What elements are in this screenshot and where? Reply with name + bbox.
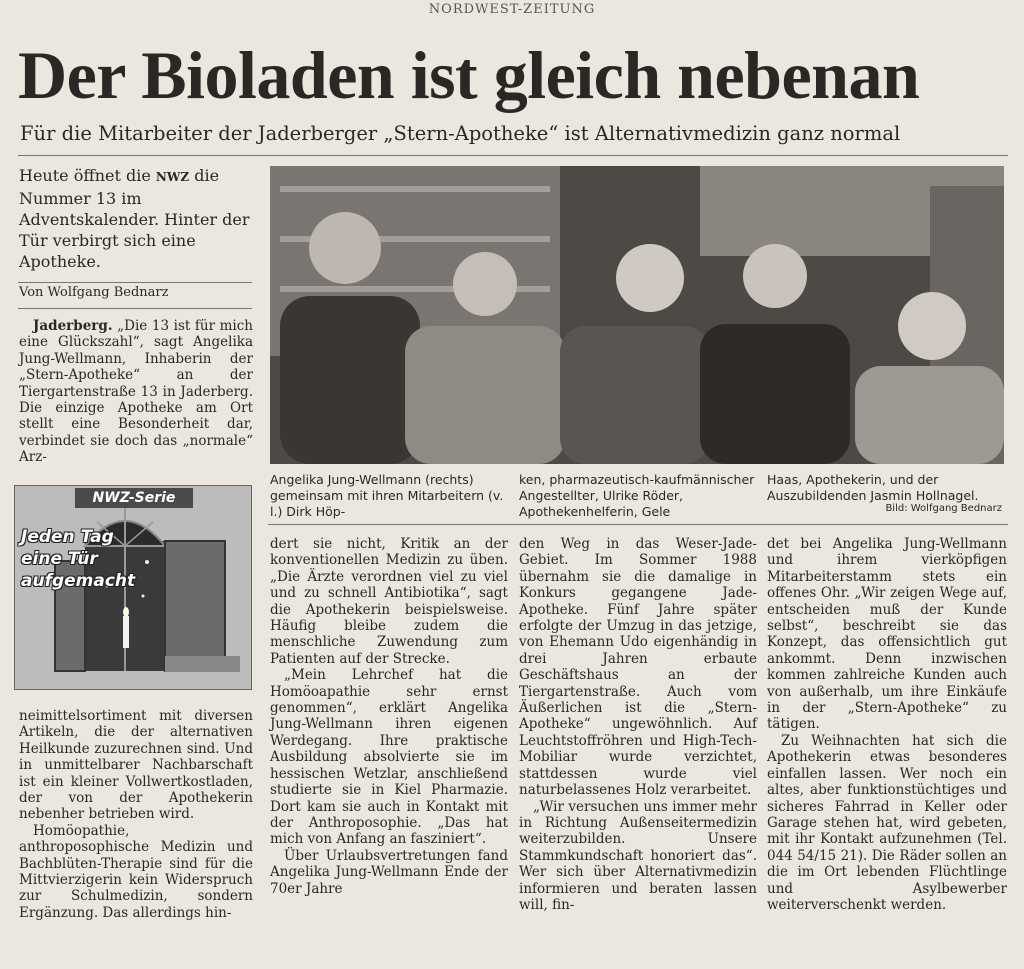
col4-para-2: Zu Weihnachten hat sich die Apothekerin etwas besonderes einfallen lassen. Wer noch ein altes, aber funktionstüchtiges und sicheres Fahrrad in Keller oder Garage stehen hat, wird gebeten, mit ihr Kontakt aufzunehmen (Tel. 044 54/15 21). Die Räder sollen an die im Ort lebenden Flüchtlinge und Asylbewerber weiterverschenkt werden.: [767, 732, 1007, 913]
headline: Der Bioladen ist gleich nebenan: [18, 37, 920, 113]
intro-text-rest: die Nummer 13 im Adventskalender. Hinter der Tür verbirgt sich eine Apotheke.: [19, 166, 250, 271]
article-column-1-continued: [19, 708, 253, 921]
divider-caption: [268, 524, 1008, 525]
col2-para-1: dert sie nicht, Kritik an der konventionellen Medizin zu üben. „Die Ärzte verordnen viel zu viel und zu schnell Antibiotika“, sagt die Apothekerin beispielsweise. Häufig bleibe zudem die menschliche Zuwendung zum Patienten auf der Strecke.: [270, 536, 508, 667]
photo-credit: Bild: Wolfgang Bednarz: [885, 503, 1002, 514]
nwz-brand: NWZ: [155, 170, 190, 184]
col3-para-2: „Wir versuchen uns immer mehr in Richtung Außenseitermedizin weiterzubilden. Unsere Stammkundschaft honoriert das“. Wer sich über Alternativmedizin informieren und beraten lassen will, fin-: [519, 798, 757, 913]
col1b-para-1: neimittelsortiment mit diversen Artikeln, die der alternativen Heilkunde zuzurechnen sind. Und in unmittelbarer Nachbarschaft ist ein kleiner Vollwertkostladen, der von der Apothekerin nebenher betrieben wird.: [19, 708, 253, 823]
series-title-line-3: aufgemacht: [21, 571, 136, 591]
dateline: Jaderberg.: [33, 318, 113, 334]
article-column-3: [519, 536, 757, 913]
col2-para-3: Über Urlaubsvertretungen fand Angelika Jung-Wellmann Ende der 70er Jahre: [270, 847, 508, 897]
photo-caption-3: Haas, Apothekerin, und der Auszubildenden Jasmin Hollnagel.: [767, 472, 979, 503]
divider-top: [18, 155, 1008, 156]
col1b-para-2: Homöopathie, anthroposophische Medizin und Bachblüten-Therapie sind für die Mittvierzigerin kein Widerspruch zur Schulmedizin, sondern Ergänzung. Das allerdings hin-: [19, 822, 253, 921]
col1-text: „Die 13 ist für mich eine Glückszahl“, sagt Angelika Jung-Wellmann, Inhaberin der „Stern-Apotheke“ an der Tiergartenstraße 13 in Jaderberg. Die einzige Apotheke am Ort stellt eine Besonderheit dar, verbindet sie doch das „normale“ Arz-: [19, 318, 253, 466]
subheadline: Für die Mitarbeiter der Jaderberger „Stern-Apotheke“ ist Alternativmedizin ganz normal: [20, 122, 901, 145]
photo-caption-1: Angelika Jung-Wellmann (rechts) gemeinsam mit ihren Mitarbeitern (v. l.) Dirk Höp-: [270, 472, 504, 519]
series-title-line-1: Jeden Tag: [21, 527, 114, 547]
masthead: NORDWEST-ZEITUNG: [428, 2, 596, 17]
article-column-2: [270, 536, 508, 897]
divider-byline: [18, 282, 252, 283]
col4-para-1: det bei Angelika Jung-Wellmann und ihrem vierköpfigen Mitarbeiterstamm stets ein offenes Ohr. „Wir zeigen Wege auf, entscheiden muß der Kunde selbst“, beschreibt sie das Konzept, das offensichtlich gut ankommt. Denn inzwischen kommen zahlreiche Kunden auch von außerhalb, um ihre Einkäufe in der „Stern-Apotheke“ zu tätigen.: [767, 536, 1007, 733]
series-title: [21, 526, 135, 592]
byline: Von Wolfgang Bednarz: [19, 285, 169, 300]
divider-byline-bottom: [18, 308, 252, 309]
intro-text-start: Heute öffnet die: [19, 166, 156, 185]
series-box: [14, 485, 252, 690]
series-title-line-2: eine Tür: [21, 549, 98, 569]
intro-teaser: [19, 165, 259, 272]
staff-photo: [270, 166, 1004, 464]
photo-illustration: [270, 166, 1004, 464]
series-tag: NWZ-Serie: [75, 488, 193, 508]
photo-caption-2: ken, pharmazeutisch-kaufmännischer Angestellter, Ulrike Röder, Apothekenhelferin, Gele: [519, 472, 755, 519]
col3-para-1: den Weg in das Weser-Jade-Gebiet. Im Sommer 1988 übernahm sie die damalige in Konkurs gegangene Jade-Apotheke. Fünf Jahre später erfolgte der Umzug in das jetzige, von Ehemann Udo eigenhändig in drei Jahren erbaute Geschäftshaus an der Tiergartenstraße. Auch vom Äußerlichen ist die „Stern-Apotheke“ ungewöhnlich. Auf Leuchtstoffröhren und High-Tech-Mobiliar wurde verzichtet, stattdessen wurde viel naturbelassenes Holz verarbeitet.: [519, 536, 757, 799]
article-column-1: [19, 318, 253, 466]
col2-para-2: „Mein Lehrchef hat die Homöoapathie sehr ernst genommen“, erklärt Angelika Jung-Wellmann ihren eigenen Werdegang. Ihre praktische Ausbildung absolvierte sie im hessischen Wetzlar, anschließend studierte sie in Kiel Pharmazie. Dort kam sie auch in Kontakt mit der Anthroposophie. „Das hat mich von Anfang an fasziniert“.: [270, 667, 508, 848]
article-column-4: [767, 536, 1007, 913]
